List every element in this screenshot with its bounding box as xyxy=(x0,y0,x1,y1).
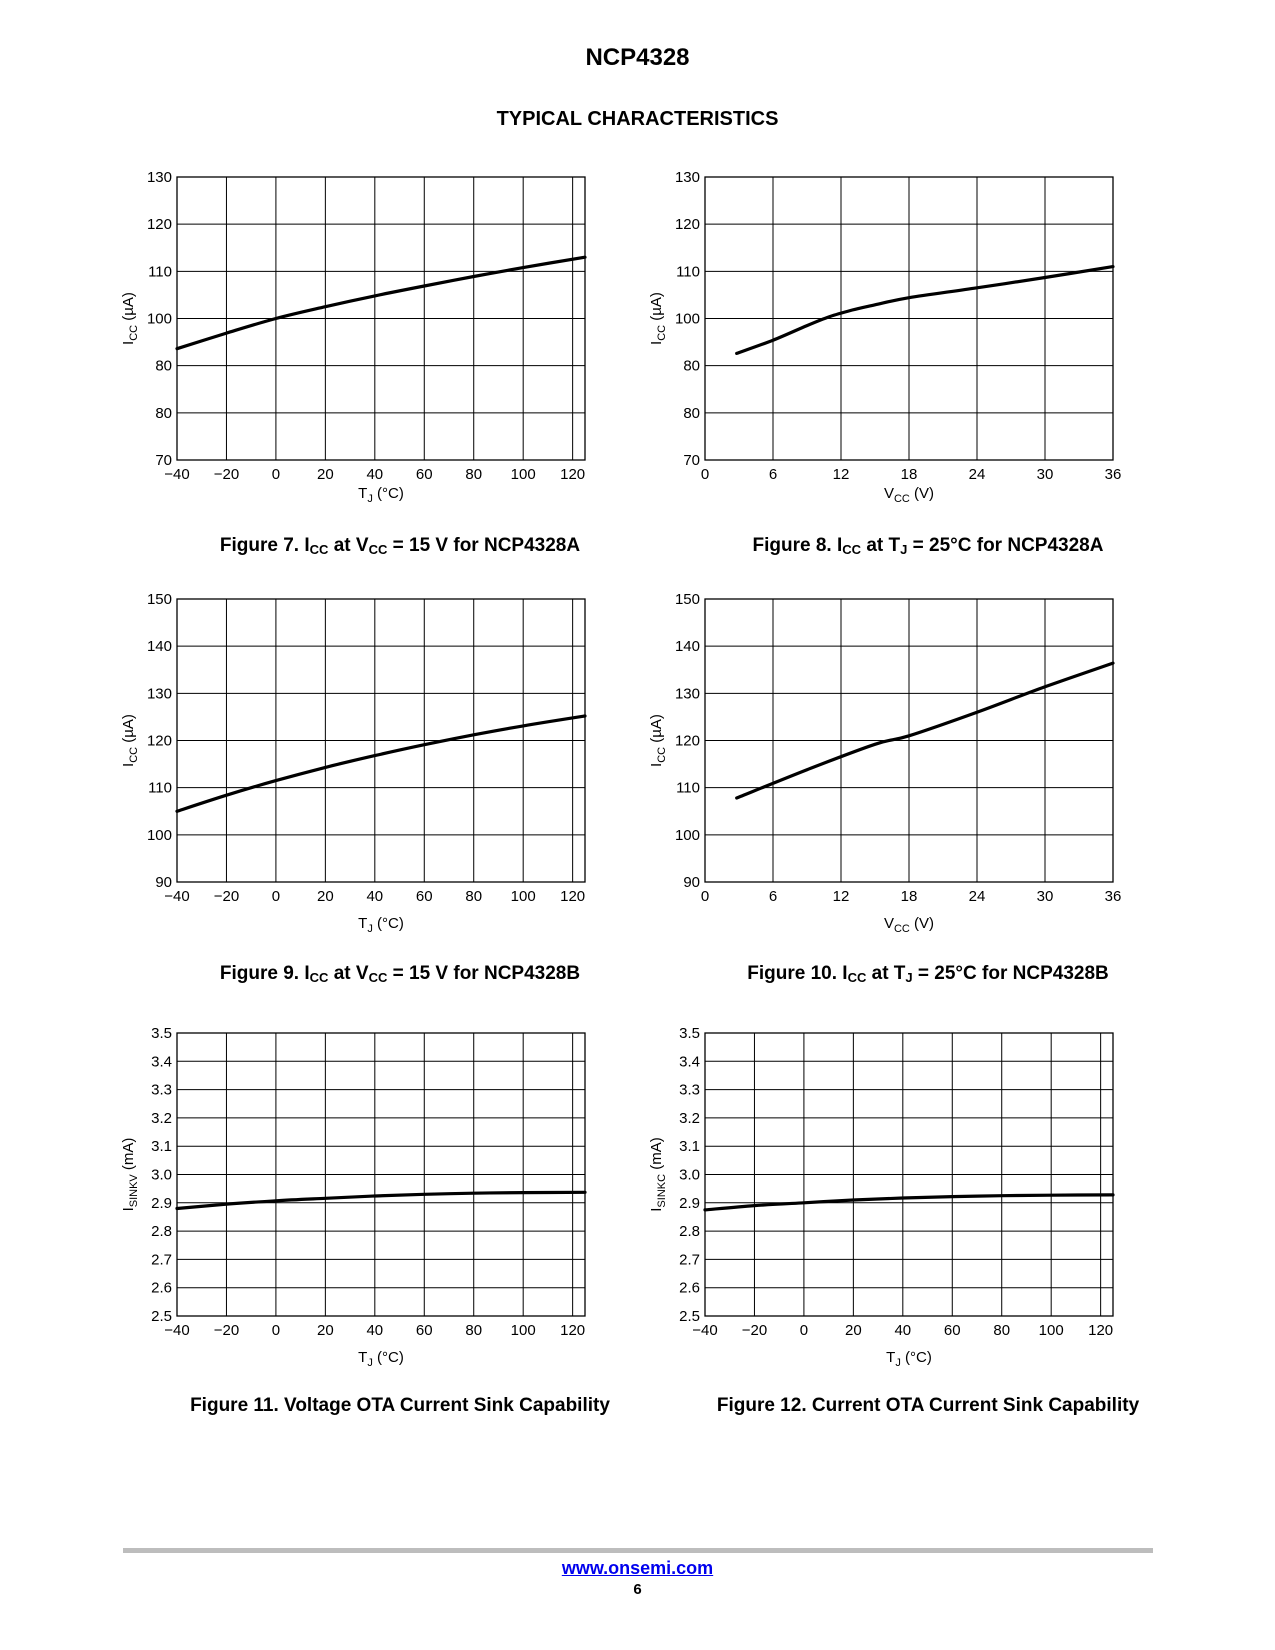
x-tick-label: 60 xyxy=(415,466,433,483)
y-axis-label: $I_{SINKV}$ (mA) xyxy=(120,1137,140,1212)
y-tick-label: 100 xyxy=(674,826,700,844)
y-tick-label: 80 xyxy=(155,357,172,375)
y-tick-label: 130 xyxy=(146,685,172,703)
x-tick-label: 6 xyxy=(768,888,778,905)
data-series-line xyxy=(177,1192,585,1208)
y-tick-label: 3.2 xyxy=(679,1109,700,1127)
y-tick-label: 80 xyxy=(155,404,172,422)
chart-voltage-ota-sink xyxy=(120,1024,640,1394)
x-tick-label: −40 xyxy=(164,466,190,483)
footer-website-link[interactable]: www.onsemi.com xyxy=(561,1558,714,1578)
x-tick-label: 0 xyxy=(271,466,281,483)
y-tick-label: 110 xyxy=(676,263,700,281)
x-tick-label: 20 xyxy=(317,1322,334,1339)
x-tick-label: 120 xyxy=(1088,1322,1114,1339)
y-axis-label: $I_{SINKC}$ (mA) xyxy=(648,1137,668,1212)
x-tick-label: 60 xyxy=(415,1322,433,1339)
x-tick-label: 60 xyxy=(415,888,433,905)
y-tick-label: 140 xyxy=(674,638,700,656)
y-tick-label: 2.9 xyxy=(679,1194,700,1212)
y-tick-label: 120 xyxy=(674,732,700,750)
y-tick-label: 70 xyxy=(155,452,172,469)
y-tick-label: 100 xyxy=(146,310,172,328)
x-tick-label: 24 xyxy=(968,888,986,905)
chart-icc-vs-tj-ncp4328b xyxy=(120,590,640,960)
x-tick-label: −40 xyxy=(164,1322,190,1339)
x-tick-label: 80 xyxy=(993,1322,1011,1339)
figure-caption-9: Figure 9. $I_{CC}$ at $V_{CC} = 15$ V for NCP4328B xyxy=(219,963,581,985)
x-tick-label: 100 xyxy=(1038,1322,1064,1339)
y-axis-label: $I_{CC}$ (µA) xyxy=(120,292,140,345)
y-axis-label: $I_{CC}$ (µA) xyxy=(648,714,668,767)
y-tick-label: 80 xyxy=(683,404,700,422)
y-tick-label: 2.5 xyxy=(151,1308,172,1325)
y-tick-label: 3.2 xyxy=(151,1109,172,1127)
x-tick-label: 30 xyxy=(1036,466,1054,483)
y-tick-label: 3.1 xyxy=(679,1138,700,1156)
y-tick-label: 3.4 xyxy=(679,1053,700,1071)
figure-caption-12: Figure 12. Current OTA Current Sink Capability xyxy=(716,1395,1140,1416)
chart-grid xyxy=(177,177,585,460)
x-axis-label: $T_J$ (°C) xyxy=(886,1349,932,1369)
y-tick-label: 90 xyxy=(683,874,700,891)
x-tick-label: 80 xyxy=(465,1322,483,1339)
y-tick-label: 70 xyxy=(683,452,700,469)
x-tick-label: 36 xyxy=(1104,888,1122,905)
x-tick-label: 36 xyxy=(1104,466,1122,483)
section-title: TYPICAL CHARACTERISTICS xyxy=(496,108,779,130)
chart-grid xyxy=(705,1033,1113,1316)
x-axis-label: $T_J$ (°C) xyxy=(358,915,404,935)
y-tick-label: 3.3 xyxy=(679,1081,700,1099)
y-tick-label: 3.0 xyxy=(151,1166,172,1184)
page-title: NCP4328 xyxy=(585,44,690,71)
chart-current-ota-sink xyxy=(648,1024,1168,1394)
y-tick-label: 110 xyxy=(676,779,700,797)
y-tick-label: 150 xyxy=(146,591,172,608)
footer-divider xyxy=(123,1548,1153,1553)
x-tick-label: 80 xyxy=(465,466,483,483)
y-axis-label: $I_{CC}$ (µA) xyxy=(120,714,140,767)
y-tick-label: 3.3 xyxy=(151,1081,172,1099)
y-tick-label: 130 xyxy=(674,685,700,703)
y-tick-label: 3.0 xyxy=(679,1166,700,1184)
y-tick-label: 2.5 xyxy=(679,1308,700,1325)
chart-grid xyxy=(177,1033,585,1316)
x-tick-label: −40 xyxy=(164,888,190,905)
x-tick-label: 0 xyxy=(271,1322,281,1339)
chart-grid xyxy=(705,599,1113,882)
x-tick-label: 0 xyxy=(700,466,710,483)
y-tick-label: 120 xyxy=(146,216,172,234)
x-tick-label: 60 xyxy=(943,1322,961,1339)
y-tick-label: 3.1 xyxy=(151,1138,172,1156)
x-tick-label: −20 xyxy=(213,888,240,905)
x-tick-label: 40 xyxy=(894,1322,912,1339)
x-tick-label: 40 xyxy=(366,888,384,905)
y-tick-label: 100 xyxy=(674,310,700,328)
data-series-line xyxy=(737,267,1113,354)
chart-icc-vs-tj-ncp4328a xyxy=(120,168,640,538)
x-tick-label: 120 xyxy=(560,888,586,905)
chart-grid xyxy=(705,177,1113,460)
y-tick-label: 130 xyxy=(146,169,172,186)
y-tick-label: 80 xyxy=(683,357,700,375)
x-tick-label: 24 xyxy=(968,466,986,483)
chart-icc-vs-vcc-ncp4328b xyxy=(648,590,1168,960)
figure-caption-11: Figure 11. Voltage OTA Current Sink Capability xyxy=(190,1395,610,1416)
x-tick-label: 0 xyxy=(799,1322,809,1339)
y-tick-label: 2.8 xyxy=(151,1223,172,1241)
x-axis-label: $V_{CC}$ (V) xyxy=(883,915,935,935)
x-axis-label: $V_{CC}$ (V) xyxy=(883,485,935,505)
x-tick-label: 120 xyxy=(560,466,586,483)
x-tick-label: 100 xyxy=(510,1322,536,1339)
x-tick-label: 6 xyxy=(768,466,778,483)
y-tick-label: 2.6 xyxy=(679,1279,700,1297)
y-tick-label: 2.9 xyxy=(151,1194,172,1212)
y-tick-label: 120 xyxy=(146,732,172,750)
page-number: 6 xyxy=(633,1581,642,1598)
y-tick-label: 2.6 xyxy=(151,1279,172,1297)
x-tick-label: 20 xyxy=(317,466,334,483)
x-tick-label: 100 xyxy=(510,466,536,483)
y-axis-label: $I_{CC}$ (µA) xyxy=(648,292,668,345)
y-tick-label: 2.7 xyxy=(151,1251,172,1269)
x-tick-label: 0 xyxy=(700,888,710,905)
y-tick-label: 140 xyxy=(146,638,172,656)
x-tick-label: −40 xyxy=(692,1322,718,1339)
y-tick-label: 2.7 xyxy=(679,1251,700,1269)
y-tick-label: 3.5 xyxy=(679,1025,700,1042)
y-tick-label: 3.4 xyxy=(151,1053,172,1071)
x-tick-label: 40 xyxy=(366,466,384,483)
y-tick-label: 110 xyxy=(148,263,172,281)
chart-icc-vs-vcc-ncp4328a xyxy=(648,168,1168,538)
y-tick-label: 90 xyxy=(155,874,172,891)
y-tick-label: 110 xyxy=(148,779,172,797)
x-tick-label: 0 xyxy=(271,888,281,905)
y-tick-label: 3.5 xyxy=(151,1025,172,1042)
x-axis-label: $T_J$ (°C) xyxy=(358,485,404,505)
x-tick-label: 12 xyxy=(832,466,850,483)
y-tick-label: 130 xyxy=(674,169,700,186)
data-series-line xyxy=(737,663,1113,798)
data-series-line xyxy=(177,716,585,811)
x-tick-label: 100 xyxy=(510,888,536,905)
y-tick-label: 150 xyxy=(674,591,700,608)
figure-caption-7: Figure 7. $I_{CC}$ at $V_{CC} = 15$ V for NCP4328A xyxy=(219,535,581,557)
x-tick-label: 18 xyxy=(900,466,918,483)
x-tick-label: 120 xyxy=(560,1322,586,1339)
x-tick-label: 12 xyxy=(832,888,850,905)
x-tick-label: 30 xyxy=(1036,888,1054,905)
x-axis-label: $T_J$ (°C) xyxy=(358,1349,404,1369)
x-tick-label: 20 xyxy=(317,888,334,905)
x-tick-label: −20 xyxy=(213,466,240,483)
x-tick-label: −20 xyxy=(213,1322,240,1339)
y-tick-label: 120 xyxy=(674,216,700,234)
chart-grid xyxy=(177,599,585,882)
x-tick-label: 20 xyxy=(845,1322,862,1339)
figure-caption-8: Figure 8. $I_{CC}$ at $T_J = 25^\circ C$ for NCP4328A xyxy=(752,535,1104,557)
y-tick-label: 100 xyxy=(146,826,172,844)
x-tick-label: 18 xyxy=(900,888,918,905)
x-tick-label: 40 xyxy=(366,1322,384,1339)
x-tick-label: 80 xyxy=(465,888,483,905)
figure-caption-10: Figure 10. $I_{CC}$ at $T_J = 25^\circ C$ for NCP4328B xyxy=(747,963,1109,985)
x-tick-label: −20 xyxy=(741,1322,768,1339)
y-tick-label: 2.8 xyxy=(679,1223,700,1241)
